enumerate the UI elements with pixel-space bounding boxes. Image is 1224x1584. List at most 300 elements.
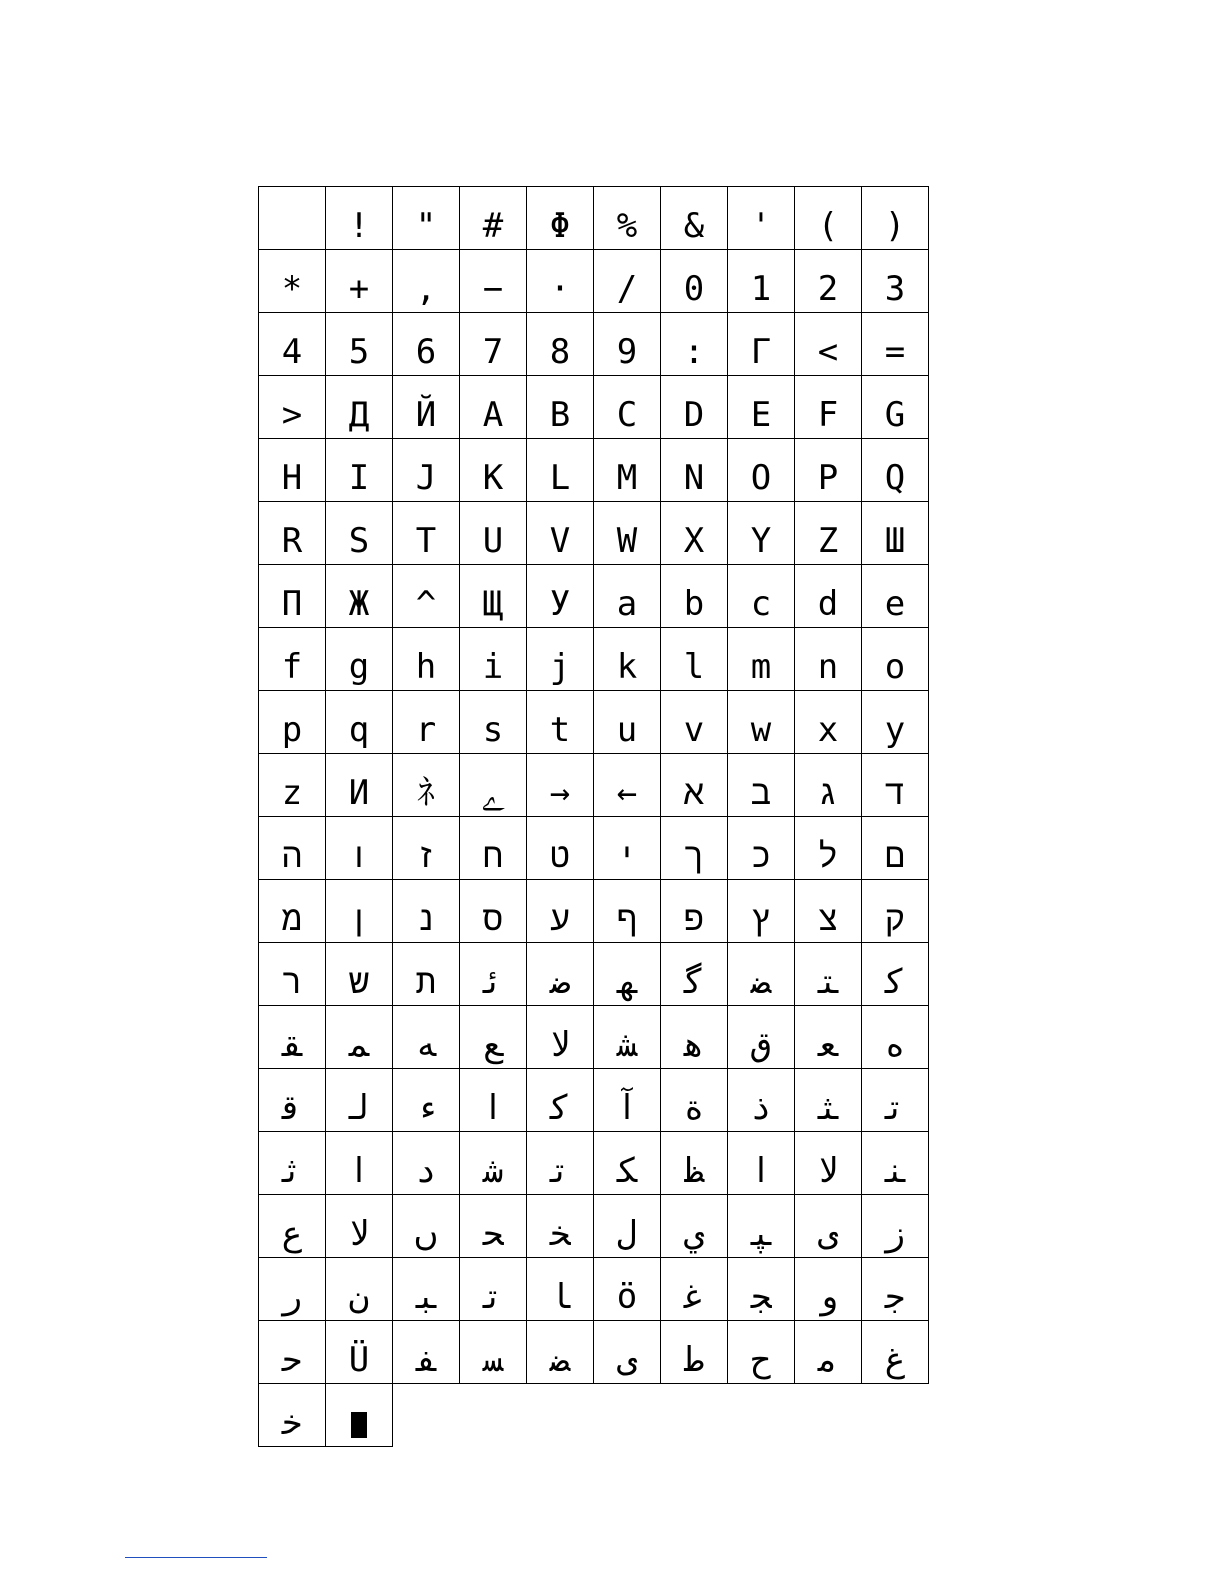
character-cell — [728, 1258, 795, 1321]
character-glyph: k — [616, 647, 638, 687]
character-cell — [661, 1258, 728, 1321]
character-glyph: ن — [348, 1277, 370, 1317]
character-cell — [661, 1006, 728, 1069]
character-glyph: ö — [616, 1277, 638, 1317]
character-cell — [393, 565, 460, 628]
character-cell — [594, 313, 661, 376]
character-glyph: x — [817, 710, 839, 750]
character-glyph: 3 — [884, 269, 906, 309]
character-cell — [661, 817, 728, 880]
character-glyph: 1 — [750, 269, 772, 309]
character-glyph: ﾈ — [417, 773, 435, 813]
character-cell — [393, 754, 460, 817]
character-glyph: m — [750, 647, 772, 687]
character-cell — [326, 376, 393, 439]
character-glyph: + — [348, 269, 370, 309]
character-cell — [795, 691, 862, 754]
character-cell — [594, 1321, 661, 1384]
character-glyph: d — [817, 584, 839, 624]
table-row — [259, 691, 929, 754]
character-cell — [326, 880, 393, 943]
character-glyph: ﺒ — [415, 1277, 437, 1317]
character-cell — [862, 439, 929, 502]
character-glyph: h — [415, 647, 437, 687]
character-cell — [326, 943, 393, 1006]
character-glyph: ﮑ — [616, 1151, 638, 1191]
empty-cell — [795, 1384, 862, 1447]
character-glyph: י — [616, 836, 638, 876]
character-cell — [728, 187, 795, 250]
character-glyph: ﮐ — [884, 962, 906, 1002]
character-cell — [862, 943, 929, 1006]
character-glyph: Ж — [348, 584, 370, 624]
character-cell — [259, 502, 326, 565]
character-cell — [862, 1006, 929, 1069]
character-cell — [259, 1132, 326, 1195]
table-row — [259, 1321, 929, 1384]
character-cell — [795, 628, 862, 691]
character-glyph: ﺍ — [482, 1088, 504, 1128]
table-row — [259, 439, 929, 502]
character-glyph: U — [482, 521, 504, 561]
character-cell — [460, 754, 527, 817]
empty-cell — [728, 1384, 795, 1447]
character-glyph: 5 — [348, 332, 370, 372]
character-cell — [862, 565, 929, 628]
character-glyph: ﻘ — [281, 1025, 303, 1065]
character-glyph: ﺤ — [482, 1214, 504, 1254]
character-glyph: : — [683, 332, 705, 372]
character-glyph: H — [281, 458, 303, 498]
character-cell — [862, 250, 929, 313]
character-cell — [795, 313, 862, 376]
character-glyph: נ — [415, 899, 437, 939]
character-glyph: L — [549, 458, 571, 498]
character-glyph: ﺧ — [281, 1403, 303, 1443]
character-cell — [527, 502, 594, 565]
character-glyph: % — [616, 206, 638, 246]
character-cell — [326, 1132, 393, 1195]
character-glyph: ﻀ — [549, 1340, 571, 1380]
character-glyph: ﻨ — [884, 1151, 906, 1191]
character-cell — [393, 1195, 460, 1258]
character-cell — [728, 1132, 795, 1195]
character-cell — [527, 187, 594, 250]
character-cell — [661, 1321, 728, 1384]
empty-cell — [460, 1384, 527, 1447]
character-glyph: & — [683, 206, 705, 246]
character-glyph: ש — [348, 962, 370, 1002]
table-row — [259, 817, 929, 880]
character-glyph: Y — [750, 521, 772, 561]
character-cell — [326, 502, 393, 565]
character-cell — [795, 565, 862, 628]
character-glyph: ل — [616, 1214, 638, 1254]
character-glyph: ﻻ — [348, 1214, 370, 1254]
empty-cell — [393, 1384, 460, 1447]
character-glyph: ر — [281, 1277, 303, 1317]
character-cell — [527, 1069, 594, 1132]
character-cell — [527, 565, 594, 628]
character-cell — [460, 1069, 527, 1132]
character-cell — [594, 880, 661, 943]
character-glyph: s — [482, 710, 504, 750]
character-cell — [259, 754, 326, 817]
table-row — [259, 187, 929, 250]
character-cell — [393, 313, 460, 376]
character-glyph: Φ — [549, 206, 571, 246]
character-glyph: z — [281, 773, 303, 813]
character-cell — [862, 880, 929, 943]
character-glyph: ا — [348, 1151, 370, 1191]
character-cell — [795, 1258, 862, 1321]
table-row — [259, 1069, 929, 1132]
character-cell — [259, 1321, 326, 1384]
character-cell — [594, 1195, 661, 1258]
character-cell — [259, 1384, 326, 1447]
character-cell — [259, 943, 326, 1006]
character-glyph: ﻣ — [817, 1340, 839, 1380]
character-cell — [393, 691, 460, 754]
character-glyph: פ — [683, 899, 705, 939]
character-glyph: ﺣ — [281, 1340, 303, 1380]
character-cell — [393, 1006, 460, 1069]
character-cell — [728, 313, 795, 376]
character-glyph: t — [549, 710, 571, 750]
character-glyph: ! — [348, 206, 370, 246]
character-cell — [460, 880, 527, 943]
character-glyph: Й — [415, 395, 437, 435]
character-glyph: 0 — [683, 269, 705, 309]
character-cell — [795, 1195, 862, 1258]
character-cell — [862, 1321, 929, 1384]
character-glyph: f — [281, 647, 303, 687]
character-cell — [326, 1195, 393, 1258]
character-glyph: ף — [616, 899, 638, 939]
character-glyph: ﺎ — [549, 1277, 571, 1317]
character-cell — [795, 187, 862, 250]
character-glyph: ך — [683, 836, 705, 876]
character-glyph: c — [750, 584, 772, 624]
character-glyph: Щ — [482, 584, 504, 624]
character-glyph: ﻭ — [817, 1277, 839, 1317]
character-cell — [460, 628, 527, 691]
table-row — [259, 250, 929, 313]
character-glyph: < — [817, 332, 839, 372]
character-glyph: ל — [817, 836, 839, 876]
character-glyph: a — [616, 584, 638, 624]
character-cell — [527, 376, 594, 439]
character-cell — [862, 187, 929, 250]
character-glyph: ﺸ — [616, 1025, 638, 1065]
character-cell — [527, 250, 594, 313]
character-cell — [594, 1069, 661, 1132]
character-cell — [795, 943, 862, 1006]
character-glyph: ס — [482, 899, 504, 939]
character-glyph: o — [884, 647, 906, 687]
character-glyph: ي — [683, 1214, 705, 1254]
character-glyph: l — [683, 647, 705, 687]
character-glyph: → — [549, 773, 571, 813]
character-cell — [326, 187, 393, 250]
character-glyph: P — [817, 458, 839, 498]
character-glyph: C — [616, 395, 638, 435]
character-cell — [259, 313, 326, 376]
character-cell — [527, 1321, 594, 1384]
character-glyph: v — [683, 710, 705, 750]
table-row — [259, 754, 929, 817]
character-cell — [460, 691, 527, 754]
character-glyph: " — [415, 206, 437, 246]
character-glyph: * — [281, 269, 303, 309]
table-row — [259, 1384, 929, 1447]
character-cell — [728, 1321, 795, 1384]
character-cell — [527, 313, 594, 376]
character-glyph: ﻊ — [482, 1025, 504, 1065]
character-cell — [326, 1069, 393, 1132]
character-cell — [460, 187, 527, 250]
character-cell — [460, 1258, 527, 1321]
character-glyph: ע — [549, 899, 571, 939]
character-cell — [393, 250, 460, 313]
character-cell — [259, 1258, 326, 1321]
table-row — [259, 1006, 929, 1069]
character-cell — [661, 313, 728, 376]
character-glyph: 8 — [549, 332, 571, 372]
character-glyph: A — [482, 395, 504, 435]
character-cell — [728, 754, 795, 817]
table-row — [259, 943, 929, 1006]
character-cell — [795, 376, 862, 439]
character-glyph: ﺷ — [482, 1151, 504, 1191]
character-glyph: g — [348, 647, 370, 687]
character-cell — [259, 1069, 326, 1132]
character-cell — [594, 628, 661, 691]
character-cell — [460, 313, 527, 376]
table-row — [259, 565, 929, 628]
character-glyph: F — [817, 395, 839, 435]
character-cell — [527, 1258, 594, 1321]
character-cell — [661, 754, 728, 817]
character-cell — [728, 628, 795, 691]
character-cell — [728, 691, 795, 754]
character-cell — [259, 628, 326, 691]
character-glyph: ' — [750, 206, 772, 246]
character-glyph: R — [281, 521, 303, 561]
character-cell — [594, 376, 661, 439]
character-cell — [527, 943, 594, 1006]
character-glyph: > — [281, 395, 303, 435]
character-cell — [728, 880, 795, 943]
character-cell — [527, 880, 594, 943]
character-cell — [326, 313, 393, 376]
character-cell — [393, 502, 460, 565]
character-cell — [795, 1006, 862, 1069]
character-cell — [460, 250, 527, 313]
character-glyph: ﻗ — [281, 1088, 303, 1128]
character-glyph: ז — [415, 836, 437, 876]
character-cell — [460, 817, 527, 880]
empty-cell — [594, 1384, 661, 1447]
character-glyph: ﻌ — [817, 1025, 839, 1065]
character-glyph: # — [482, 206, 504, 246]
character-cell — [728, 376, 795, 439]
character-cell — [460, 502, 527, 565]
character-glyph: ב — [750, 773, 772, 813]
character-glyph: ﻤ — [348, 1025, 370, 1065]
character-cell — [862, 754, 929, 817]
character-glyph: ג — [817, 773, 839, 813]
character-cell — [259, 565, 326, 628]
character-glyph: ( — [817, 206, 839, 246]
character-cell — [393, 1321, 460, 1384]
character-cell — [795, 439, 862, 502]
character-cell — [527, 1006, 594, 1069]
character-glyph: 4 — [281, 332, 303, 372]
character-cell — [259, 817, 326, 880]
character-glyph: ﻪ — [415, 1025, 437, 1065]
character-cell — [661, 1069, 728, 1132]
character-glyph: כ — [750, 836, 772, 876]
character-glyph: ﻆ — [683, 1151, 705, 1191]
character-cell — [661, 187, 728, 250]
character-glyph: Д — [348, 395, 370, 435]
character-cell — [460, 376, 527, 439]
character-glyph: ﺘ — [817, 962, 839, 1002]
character-glyph: ﺗ — [482, 1277, 504, 1317]
table-row — [259, 1132, 929, 1195]
character-glyph: T — [415, 521, 437, 561]
character-glyph: ﮔ — [683, 962, 705, 1002]
character-glyph: ← — [616, 773, 638, 813]
character-cell — [393, 1132, 460, 1195]
character-cell — [862, 817, 929, 880]
character-cell — [795, 817, 862, 880]
character-cell — [594, 565, 661, 628]
character-cell — [661, 439, 728, 502]
character-cell — [393, 1069, 460, 1132]
character-glyph: ﻔ — [415, 1340, 437, 1380]
character-cell — [594, 439, 661, 502]
character-glyph: S — [348, 521, 370, 561]
character-glyph: b — [683, 584, 705, 624]
character-cell — [661, 376, 728, 439]
character-set-table — [258, 186, 929, 1447]
character-glyph: ﻩ — [884, 1025, 906, 1065]
character-cell — [393, 880, 460, 943]
character-cell — [728, 1195, 795, 1258]
character-cell — [393, 376, 460, 439]
character-glyph: X — [683, 521, 705, 561]
solid-block-glyph — [351, 1412, 367, 1438]
character-cell — [259, 187, 326, 250]
character-cell — [259, 250, 326, 313]
character-glyph: ר — [281, 962, 303, 1002]
character-cell — [594, 250, 661, 313]
character-cell — [460, 943, 527, 1006]
character-cell — [393, 439, 460, 502]
character-glyph: Г — [750, 332, 772, 372]
character-glyph: ﺓ — [683, 1088, 705, 1128]
character-cell — [594, 502, 661, 565]
table-row — [259, 1258, 929, 1321]
character-cell — [661, 1195, 728, 1258]
character-glyph: J — [415, 458, 437, 498]
character-glyph: 6 — [415, 332, 437, 372]
character-cell — [527, 628, 594, 691]
character-glyph: j — [549, 647, 571, 687]
character-glyph: ﺗ — [549, 1151, 571, 1191]
character-glyph: ح — [750, 1340, 772, 1380]
character-cell — [594, 1258, 661, 1321]
character-glyph: / — [616, 269, 638, 309]
character-glyph: W — [616, 521, 638, 561]
character-cell — [594, 817, 661, 880]
character-glyph: G — [884, 395, 906, 435]
character-glyph: ﺜ — [817, 1088, 839, 1128]
character-cell — [661, 943, 728, 1006]
character-cell — [527, 817, 594, 880]
character-cell — [527, 1195, 594, 1258]
character-glyph: ع — [281, 1214, 303, 1254]
character-glyph: n — [817, 647, 839, 687]
character-glyph: ﺨ — [549, 1214, 571, 1254]
character-glyph: ק — [884, 899, 906, 939]
character-glyph: O — [750, 458, 772, 498]
character-glyph: ﭙ — [750, 1214, 772, 1254]
character-glyph: = — [884, 332, 906, 372]
character-glyph: ﮬ — [683, 1025, 705, 1065]
character-glyph: ﺩ — [415, 1151, 437, 1191]
character-cell — [661, 628, 728, 691]
character-cell — [460, 1132, 527, 1195]
character-cell — [326, 1258, 393, 1321]
character-cell — [259, 880, 326, 943]
character-cell — [259, 1195, 326, 1258]
character-glyph: ט — [549, 836, 571, 876]
character-cell — [728, 1069, 795, 1132]
character-cell — [862, 691, 929, 754]
character-cell — [393, 1258, 460, 1321]
character-glyph: ﺯ — [884, 1214, 906, 1254]
table-row — [259, 376, 929, 439]
character-cell — [661, 880, 728, 943]
table-row — [259, 1195, 929, 1258]
character-glyph: 7 — [482, 332, 504, 372]
character-cell — [326, 250, 393, 313]
character-cell — [795, 502, 862, 565]
character-glyph: מ — [281, 899, 303, 939]
table-row — [259, 313, 929, 376]
character-glyph: ﺗ — [884, 1088, 906, 1128]
character-cell — [594, 187, 661, 250]
character-glyph: − — [482, 269, 504, 309]
character-glyph: ﮐ — [549, 1088, 571, 1128]
character-glyph: غ — [884, 1340, 906, 1380]
character-glyph: ן — [348, 899, 370, 939]
character-glyph: I — [348, 458, 370, 498]
table-row — [259, 628, 929, 691]
character-cell — [527, 1132, 594, 1195]
character-cell — [728, 502, 795, 565]
character-cell — [795, 1069, 862, 1132]
empty-cell — [527, 1384, 594, 1447]
character-cell — [527, 754, 594, 817]
character-glyph: ﯼ — [817, 1214, 839, 1254]
character-glyph: y — [884, 710, 906, 750]
character-glyph: · — [549, 269, 571, 309]
character-cell — [728, 817, 795, 880]
